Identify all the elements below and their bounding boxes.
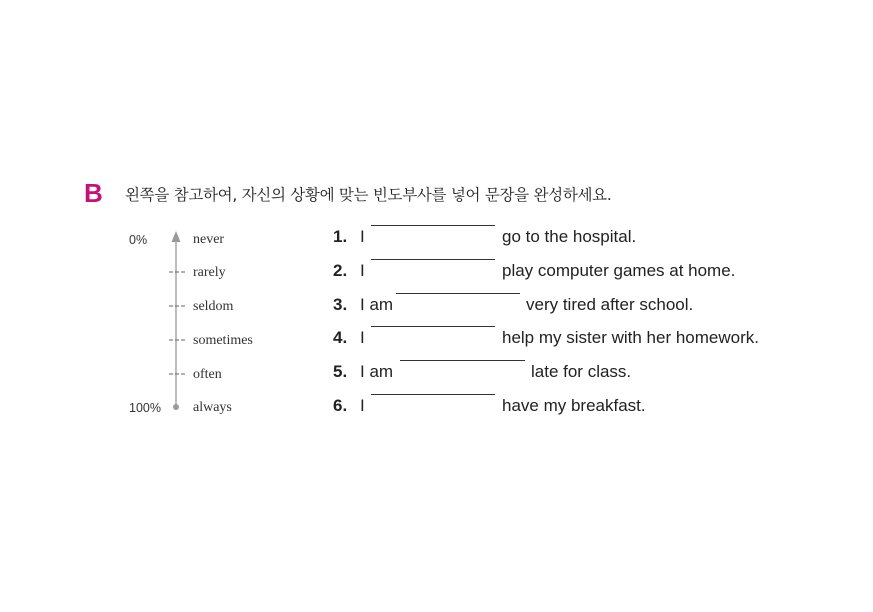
sentence-rest: help my sister with her homework. (502, 328, 759, 347)
answer-blank-2[interactable] (371, 259, 495, 260)
sentence-subject: I (360, 261, 365, 280)
sentence-rest: play computer games at home. (502, 261, 736, 280)
scale-word-rarely: rarely (193, 265, 226, 280)
answer-blank-4[interactable] (371, 326, 495, 327)
scale-word-sometimes: sometimes (193, 333, 253, 348)
sentence-number: 6. (333, 396, 348, 415)
sentence-rest: late for class. (531, 362, 632, 381)
section-letter: B (84, 178, 103, 208)
answer-blank-3[interactable] (396, 293, 520, 294)
scale-label-bottom-percent: 100% (129, 401, 161, 415)
instruction-text: 왼쪽을 참고하여, 자신의 상황에 맞는 빈도부사를 넣어 문장을 완성하세요. (125, 186, 612, 204)
sentence-number: 4. (333, 328, 348, 347)
sentence-rest: very tired after school. (526, 295, 694, 314)
answer-blank-1[interactable] (371, 225, 495, 226)
scale-arrowhead-icon (172, 231, 181, 242)
sentence-subject: I (360, 396, 365, 415)
sentence-number: 5. (333, 362, 348, 381)
scale-word-always: always (193, 400, 232, 415)
scale-endpoint-dot (173, 404, 179, 410)
sentence-subject: I am (360, 362, 394, 381)
sentence-subject: I (360, 328, 365, 347)
sentence-subject: I am (360, 295, 394, 314)
sentence-rest: have my breakfast. (502, 396, 646, 415)
sentence-subject: I (360, 227, 365, 246)
scale-word-often: often (193, 367, 222, 382)
sentence-number: 3. (333, 295, 348, 314)
sentence-rest: go to the hospital. (502, 227, 637, 246)
answer-blank-5[interactable] (400, 360, 525, 361)
answer-blank-6[interactable] (371, 394, 495, 395)
scale-word-seldom: seldom (193, 299, 234, 314)
scale-label-top-percent: 0% (129, 233, 148, 247)
scale-word-never: never (193, 232, 225, 247)
sentence-number: 2. (333, 261, 348, 280)
sentence-number: 1. (333, 227, 348, 246)
